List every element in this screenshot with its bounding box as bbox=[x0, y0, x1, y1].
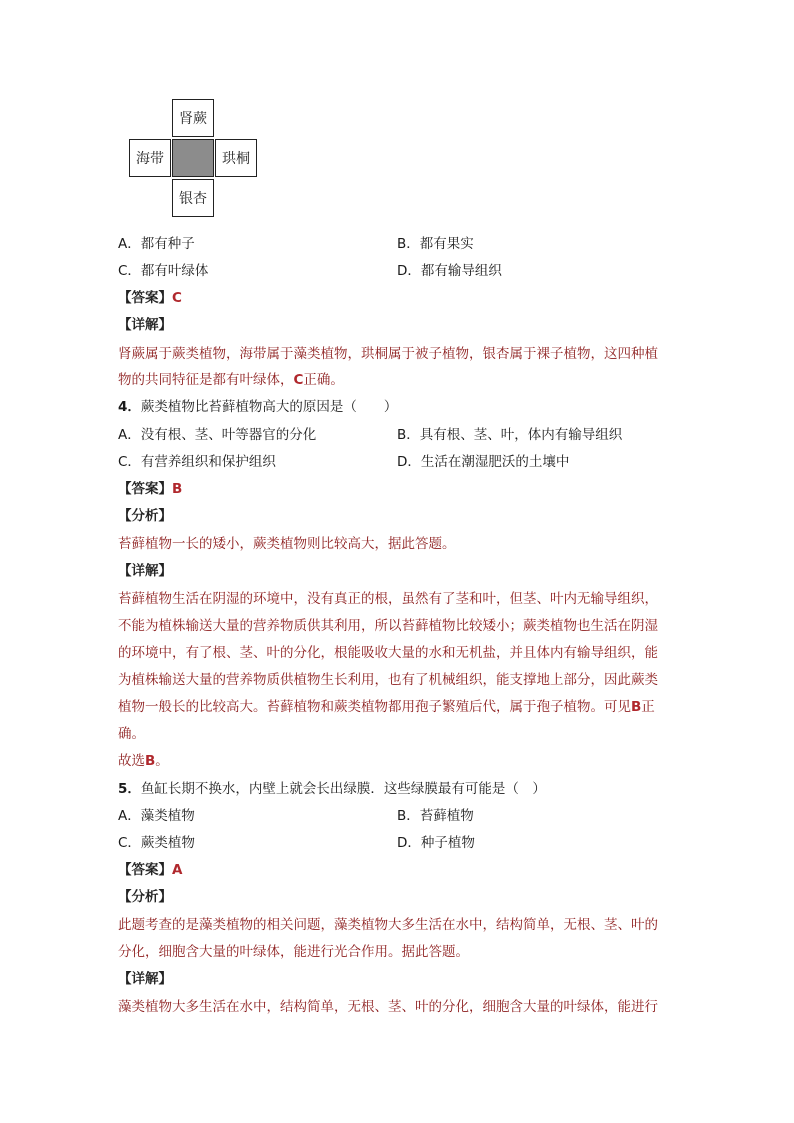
q4-option-c: C．有营养组织和保护组织 bbox=[118, 454, 276, 470]
q3-answer bbox=[118, 289, 182, 307]
q5-stem-text: 鱼缸长期不换水，内壁上就会长出绿膜．这些绿膜最有可能是（ ） bbox=[140, 781, 546, 797]
q5-stem bbox=[118, 780, 546, 798]
q3-detail-end: 正确。 bbox=[303, 372, 344, 388]
q4-detail-line-1: 苔藓植物生活在阴湿的环境中，没有真正的根，虽然有了茎和叶，但茎、叶内无输导组织， bbox=[118, 591, 658, 607]
q3-detail-text: 物的共同特征是都有叶绿体， bbox=[118, 372, 294, 388]
q4-detail-answer: B bbox=[631, 699, 642, 715]
diagram-cell-right: 珙桐 bbox=[215, 139, 257, 177]
q4-option-b: B．具有根、茎、叶，体内有输导组织 bbox=[397, 427, 623, 443]
diagram-cell-bottom: 银杏 bbox=[172, 179, 214, 217]
q4-analysis-text: 苔藓植物一长的矮小，蕨类植物则比较高大，据此答题。 bbox=[118, 536, 456, 552]
q5-option-b: B．苔藓植物 bbox=[397, 808, 474, 824]
q5-detail-tag: 【详解】 bbox=[118, 971, 172, 987]
answer-tag: 【答案】 bbox=[118, 481, 172, 497]
q3-detail-answer: C bbox=[293, 372, 304, 388]
plant-cross-diagram bbox=[129, 99, 257, 219]
q4-stem-text: 蕨类植物比苔藓植物高大的原因是（ ） bbox=[140, 399, 398, 415]
q4-detail-line-5 bbox=[118, 698, 655, 716]
diagram-cell-top: 肾蕨 bbox=[172, 99, 214, 137]
conclusion-answer: B bbox=[145, 753, 156, 769]
q4-detail-tag: 【详解】 bbox=[118, 563, 172, 579]
q3-option-d: D．都有输导组织 bbox=[397, 263, 502, 279]
q4-detail-line-4: 为植株输送大量的营养物质供植物生长利用，也有了机械组织，能支撑地上部分，因此蕨类 bbox=[118, 672, 658, 688]
answer-value: B bbox=[172, 481, 183, 497]
q3-option-c: C．都有叶绿体 bbox=[118, 263, 209, 279]
q4-detail-tail: 正 bbox=[641, 699, 655, 715]
q4-stem bbox=[118, 398, 397, 416]
q4-detail-line-3: 的环境中，有了根、茎、叶的分化，根能吸收大量的水和无机盐，并且体内有输导组织，能 bbox=[118, 645, 658, 661]
answer-value: A bbox=[172, 862, 183, 878]
q4-detail-line-2: 不能为植株输送大量的营养物质供其利用，所以苔藓植物比较矮小；蕨类植物也生活在阴湿 bbox=[118, 618, 658, 634]
q5-number: 5． bbox=[118, 781, 141, 797]
q5-analysis-line-1: 此题考查的是藻类植物的相关问题，藻类植物大多生活在水中，结构简单，无根、茎、叶的 bbox=[118, 917, 658, 933]
q5-option-d: D．种子植物 bbox=[397, 835, 475, 851]
conclusion-suffix: 。 bbox=[155, 753, 169, 769]
q4-option-d: D．生活在潮湿肥沃的土壤中 bbox=[397, 454, 570, 470]
answer-tag: 【答案】 bbox=[118, 290, 172, 306]
q5-answer bbox=[118, 861, 182, 879]
q5-option-a: A．藻类植物 bbox=[118, 808, 195, 824]
q3-detail-line-2 bbox=[118, 371, 344, 389]
q4-answer bbox=[118, 480, 182, 498]
q3-option-a: A．都有种子 bbox=[118, 236, 195, 252]
q5-analysis-tag: 【分析】 bbox=[118, 889, 172, 905]
answer-tag: 【答案】 bbox=[118, 862, 172, 878]
q5-detail-line-1: 藻类植物大多生活在水中，结构简单，无根、茎、叶的分化，细胞含大量的叶绿体，能进行 bbox=[118, 999, 658, 1015]
q5-option-c: C．蕨类植物 bbox=[118, 835, 195, 851]
q3-detail-tag: 【详解】 bbox=[118, 317, 172, 333]
q4-number: 4． bbox=[118, 399, 141, 415]
conclusion-prefix: 故选 bbox=[118, 753, 145, 769]
answer-value: C bbox=[172, 290, 182, 306]
q4-analysis-tag: 【分析】 bbox=[118, 508, 172, 524]
q4-option-a: A．没有根、茎、叶等器官的分化 bbox=[118, 427, 317, 443]
diagram-cell-center-shaded bbox=[172, 139, 214, 177]
q5-analysis-line-2: 分化，细胞含大量的叶绿体，能进行光合作用。据此答题。 bbox=[118, 944, 469, 960]
q4-detail-text: 植物一般长的比较高大。苔藓植物和蕨类植物都用孢子繁殖后代，属于孢子植物。可见 bbox=[118, 699, 631, 715]
diagram-cell-left: 海带 bbox=[129, 139, 171, 177]
q4-detail-line-6: 确。 bbox=[118, 726, 145, 742]
q3-option-b: B．都有果实 bbox=[397, 236, 474, 252]
q3-detail-line-1: 肾蕨属于蕨类植物，海带属于藻类植物，珙桐属于被子植物，银杏属于裸子植物，这四种植 bbox=[118, 346, 658, 362]
q4-conclusion bbox=[118, 752, 169, 770]
